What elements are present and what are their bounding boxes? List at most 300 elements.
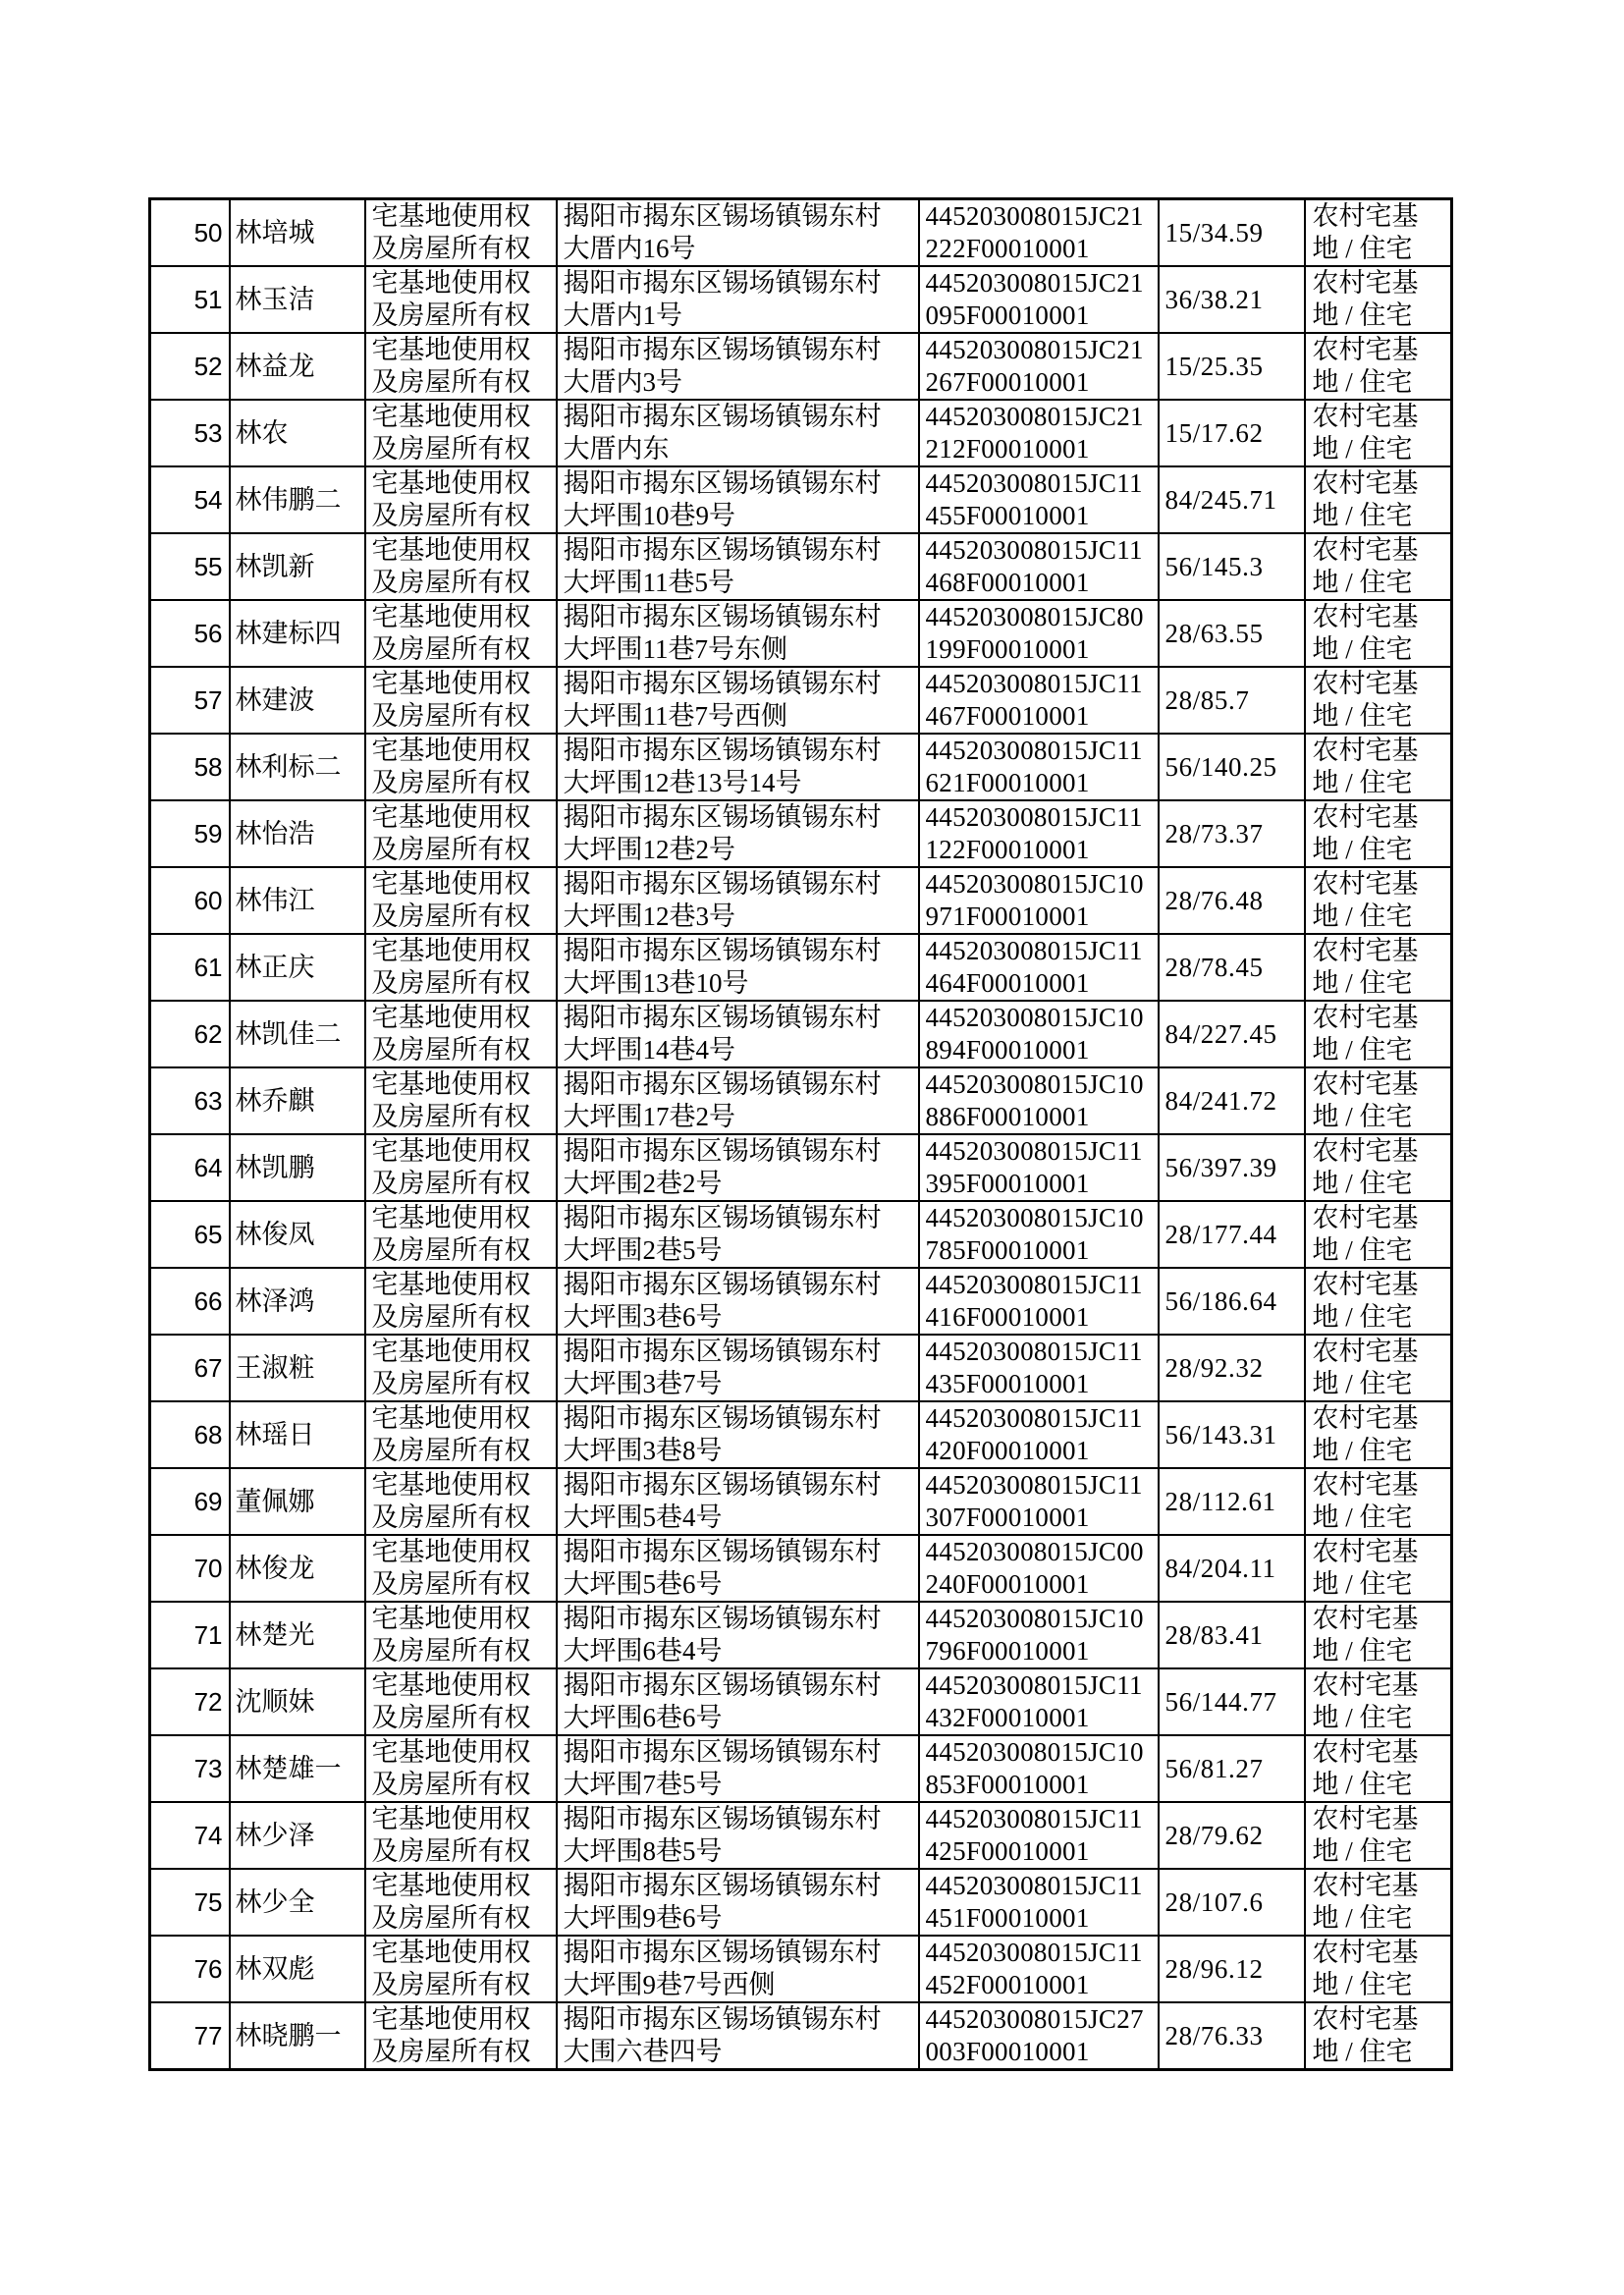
cell-line: 宅基地使用权 [371,1337,531,1366]
cell-line: 宅基地使用权 [371,535,531,565]
address-cell [557,934,919,1001]
cell-line: 大坪围11巷7号西侧 [563,701,787,731]
area-cell: 28/78.45 [1159,934,1305,1001]
cell-line: 及房屋所有权 [371,1102,531,1131]
cell-line: 地 / 住宅 [1312,1770,1413,1799]
row-number-cell: 62 [150,1001,230,1067]
cell-line: 农村宅基 [1312,1203,1419,1232]
cell-line: 地 / 住宅 [1312,1836,1413,1866]
cell-line: 大坪围14巷4号 [563,1035,735,1065]
cell-line: 445203008015JC11 [925,669,1143,698]
usage-cell [1305,1535,1452,1602]
usage-cell [1305,266,1452,333]
cell-line: 地 / 住宅 [1312,902,1413,931]
address-cell [557,1335,919,1401]
usage-cell [1305,667,1452,734]
cell-line: 农村宅基 [1312,802,1419,832]
unit-number-cell [919,1735,1159,1802]
cell-line: 445203008015JC10 [925,1604,1144,1633]
address-cell [557,1001,919,1067]
row-number-cell: 54 [150,466,230,533]
table-row [150,1602,1452,1668]
cell-line: 445203008015JC11 [925,1403,1143,1433]
right-type-cell [365,800,557,867]
row-number-cell: 50 [150,199,230,267]
cell-line: 农村宅基 [1312,1003,1419,1032]
cell-line: 853F00010001 [925,1770,1090,1799]
table-row [150,1802,1452,1869]
address-cell [557,533,919,600]
cell-line: 宅基地使用权 [371,402,531,431]
owner-name-cell: 林益龙 [230,333,365,400]
cell-line: 大坪围2巷2号 [563,1169,723,1198]
address-cell [557,1602,919,1668]
row-number-cell: 69 [150,1468,230,1535]
cell-line: 农村宅基 [1312,1804,1419,1833]
owner-name-cell: 林凯新 [230,533,365,600]
owner-name-cell: 林建标四 [230,600,365,667]
address-cell [557,2002,919,2070]
cell-line: 揭阳市揭东区锡场镇锡东村 [563,335,882,364]
usage-cell [1305,1001,1452,1067]
right-type-cell [365,867,557,934]
cell-line: 宅基地使用权 [371,201,531,231]
right-type-cell [365,1869,557,1936]
cell-line: 地 / 住宅 [1312,1569,1413,1599]
cell-line: 揭阳市揭东区锡场镇锡东村 [563,1470,882,1500]
cell-line: 796F00010001 [925,1636,1090,1666]
cell-line: 及房屋所有权 [371,1302,531,1332]
cell-line: 宅基地使用权 [371,1670,531,1700]
cell-line: 农村宅基 [1312,669,1419,698]
cell-line: 宅基地使用权 [371,1604,531,1633]
address-cell [557,400,919,466]
right-type-cell [365,734,557,800]
cell-line: 宅基地使用权 [371,1804,531,1833]
cell-line: 农村宅基 [1312,1403,1419,1433]
cell-line: 445203008015JC21 [925,402,1144,431]
cell-line: 地 / 住宅 [1312,1302,1413,1332]
owner-name-cell: 林晓鹏一 [230,2002,365,2070]
area-cell: 36/38.21 [1159,266,1305,333]
cell-line: 农村宅基 [1312,535,1419,565]
cell-line: 揭阳市揭东区锡场镇锡东村 [563,802,882,832]
unit-number-cell [919,1535,1159,1602]
cell-line: 212F00010001 [925,434,1090,464]
cell-line: 395F00010001 [925,1169,1090,1198]
usage-cell [1305,1468,1452,1535]
unit-number-cell [919,199,1159,267]
cell-line: 及房屋所有权 [371,367,531,397]
owner-name-cell: 林俊龙 [230,1535,365,1602]
table-row [150,1668,1452,1735]
land-rights-table [148,197,1453,2071]
area-cell: 15/34.59 [1159,199,1305,267]
cell-line: 及房屋所有权 [371,1369,531,1398]
cell-line: 445203008015JC11 [925,1136,1143,1166]
cell-line: 地 / 住宅 [1312,1035,1413,1065]
unit-number-cell [919,533,1159,600]
cell-line: 农村宅基 [1312,1069,1419,1099]
cell-line: 大坪围12巷3号 [563,902,735,931]
cell-line: 445203008015JC21 [925,201,1144,231]
cell-line: 及房屋所有权 [371,1703,531,1732]
area-cell: 56/144.77 [1159,1668,1305,1735]
cell-line: 445203008015JC11 [925,936,1143,965]
cell-line: 宅基地使用权 [371,1069,531,1099]
area-cell: 28/177.44 [1159,1201,1305,1268]
address-cell [557,1668,919,1735]
unit-number-cell [919,1067,1159,1134]
row-number-cell: 75 [150,1869,230,1936]
cell-line: 及房屋所有权 [371,1970,531,1999]
area-cell: 15/17.62 [1159,400,1305,466]
cell-line: 宅基地使用权 [371,602,531,631]
right-type-cell [365,466,557,533]
cell-line: 地 / 住宅 [1312,434,1413,464]
cell-line: 宅基地使用权 [371,669,531,698]
cell-line: 及房屋所有权 [371,835,531,864]
area-cell: 56/145.3 [1159,533,1305,600]
cell-line: 宅基地使用权 [371,802,531,832]
cell-line: 揭阳市揭东区锡场镇锡东村 [563,468,882,498]
cell-line: 464F00010001 [925,968,1090,998]
cell-line: 宅基地使用权 [371,1403,531,1433]
cell-line: 农村宅基 [1312,936,1419,965]
cell-line: 地 / 住宅 [1312,501,1413,530]
row-number-cell: 51 [150,266,230,333]
cell-line: 445203008015JC11 [925,1270,1143,1299]
cell-line: 445203008015JC11 [925,1871,1143,1900]
cell-line: 揭阳市揭东区锡场镇锡东村 [563,1537,882,1566]
right-type-cell [365,667,557,734]
owner-name-cell: 林伟江 [230,867,365,934]
cell-line: 地 / 住宅 [1312,234,1413,263]
table-row [150,934,1452,1001]
right-type-cell [365,1134,557,1201]
owner-name-cell: 林怡浩 [230,800,365,867]
cell-line: 及房屋所有权 [371,234,531,263]
cell-line: 地 / 住宅 [1312,768,1413,797]
cell-line: 宅基地使用权 [371,869,531,899]
table-row [150,2002,1452,2070]
cell-line: 445203008015JC10 [925,1069,1144,1099]
unit-number-cell [919,1335,1159,1401]
unit-number-cell [919,1869,1159,1936]
cell-line: 445203008015JC11 [925,468,1143,498]
unit-number-cell [919,266,1159,333]
cell-line: 大坪围5巷6号 [563,1569,723,1599]
owner-name-cell: 林农 [230,400,365,466]
usage-cell [1305,1802,1452,1869]
right-type-cell [365,1668,557,1735]
row-number-cell: 66 [150,1268,230,1335]
usage-cell [1305,1668,1452,1735]
cell-line: 农村宅基 [1312,268,1419,298]
area-cell: 28/79.62 [1159,1802,1305,1869]
cell-line: 大厝内东 [563,434,670,464]
unit-number-cell [919,667,1159,734]
right-type-cell [365,1735,557,1802]
cell-line: 地 / 住宅 [1312,1903,1413,1933]
right-type-cell [365,1335,557,1401]
right-type-cell [365,533,557,600]
cell-line: 及房屋所有权 [371,1169,531,1198]
cell-line: 地 / 住宅 [1312,1970,1413,1999]
row-number-cell: 55 [150,533,230,600]
address-cell [557,600,919,667]
cell-line: 地 / 住宅 [1312,968,1413,998]
cell-line: 451F00010001 [925,1903,1090,1933]
area-cell: 56/186.64 [1159,1268,1305,1335]
right-type-cell [365,1802,557,1869]
owner-name-cell: 林瑶日 [230,1401,365,1468]
usage-cell [1305,1401,1452,1468]
row-number-cell: 74 [150,1802,230,1869]
address-cell [557,1401,919,1468]
cell-line: 122F00010001 [925,835,1090,864]
usage-cell [1305,533,1452,600]
cell-line: 及房屋所有权 [371,1569,531,1599]
cell-line: 大坪围12巷13号14号 [563,768,802,797]
owner-name-cell: 王淑粧 [230,1335,365,1401]
cell-line: 425F00010001 [925,1836,1090,1866]
cell-line: 及房屋所有权 [371,1903,531,1933]
cell-line: 及房屋所有权 [371,1836,531,1866]
unit-number-cell [919,934,1159,1001]
cell-line: 435F00010001 [925,1369,1090,1398]
usage-cell [1305,1134,1452,1201]
cell-line: 揭阳市揭东区锡场镇锡东村 [563,1203,882,1232]
cell-line: 420F00010001 [925,1436,1090,1465]
cell-line: 445203008015JC11 [925,1670,1143,1700]
address-cell [557,667,919,734]
cell-line: 445203008015JC11 [925,535,1143,565]
area-cell: 56/140.25 [1159,734,1305,800]
address-cell [557,1201,919,1268]
cell-line: 农村宅基 [1312,2004,1419,2034]
area-cell: 84/227.45 [1159,1001,1305,1067]
cell-line: 445203008015JC11 [925,1337,1143,1366]
cell-line: 455F00010001 [925,501,1090,530]
area-cell: 28/76.33 [1159,2002,1305,2070]
cell-line: 农村宅基 [1312,736,1419,765]
row-number-cell: 65 [150,1201,230,1268]
cell-line: 003F00010001 [925,2037,1090,2066]
owner-name-cell: 林少全 [230,1869,365,1936]
unit-number-cell [919,1401,1159,1468]
cell-line: 宅基地使用权 [371,1270,531,1299]
cell-line: 445203008015JC11 [925,802,1143,832]
cell-line: 揭阳市揭东区锡场镇锡东村 [563,1136,882,1166]
table-row [150,600,1452,667]
cell-line: 地 / 住宅 [1312,1169,1413,1198]
right-type-cell [365,2002,557,2070]
cell-line: 宅基地使用权 [371,1938,531,1967]
address-cell [557,1535,919,1602]
cell-line: 揭阳市揭东区锡场镇锡东村 [563,736,882,765]
area-cell: 56/143.31 [1159,1401,1305,1468]
cell-line: 宅基地使用权 [371,1470,531,1500]
table-row [150,1869,1452,1936]
address-cell [557,1936,919,2002]
row-number-cell: 67 [150,1335,230,1401]
cell-line: 农村宅基 [1312,1537,1419,1566]
unit-number-cell [919,600,1159,667]
address-cell [557,800,919,867]
usage-cell [1305,1936,1452,2002]
cell-line: 农村宅基 [1312,1136,1419,1166]
right-type-cell [365,1936,557,2002]
cell-line: 揭阳市揭东区锡场镇锡东村 [563,669,882,698]
unit-number-cell [919,1468,1159,1535]
table-row [150,1936,1452,2002]
cell-line: 886F00010001 [925,1102,1090,1131]
cell-line: 及房屋所有权 [371,1235,531,1265]
owner-name-cell: 林楚雄一 [230,1735,365,1802]
cell-line: 宅基地使用权 [371,468,531,498]
cell-line: 445203008015JC10 [925,1737,1144,1767]
cell-line: 地 / 住宅 [1312,1369,1413,1398]
cell-line: 大坪围8巷5号 [563,1836,723,1866]
right-type-cell [365,600,557,667]
cell-line: 445203008015JC11 [925,1804,1143,1833]
cell-line: 445203008015JC11 [925,1470,1143,1500]
address-cell [557,1735,919,1802]
cell-line: 农村宅基 [1312,201,1419,231]
right-type-cell [365,1201,557,1268]
cell-line: 及房屋所有权 [371,501,531,530]
table-row [150,1067,1452,1134]
usage-cell [1305,1335,1452,1401]
cell-line: 307F00010001 [925,1503,1090,1532]
cell-line: 445203008015JC21 [925,268,1144,298]
address-cell [557,199,919,267]
cell-line: 地 / 住宅 [1312,1102,1413,1131]
cell-line: 445203008015JC11 [925,1938,1143,1967]
row-number-cell: 52 [150,333,230,400]
usage-cell [1305,600,1452,667]
cell-line: 地 / 住宅 [1312,1503,1413,1532]
cell-line: 揭阳市揭东区锡场镇锡东村 [563,1003,882,1032]
cell-line: 199F00010001 [925,634,1090,664]
usage-cell [1305,1268,1452,1335]
address-cell [557,867,919,934]
usage-cell [1305,199,1452,267]
right-type-cell [365,1067,557,1134]
right-type-cell [365,400,557,466]
cell-line: 大厝内3号 [563,367,682,397]
right-type-cell [365,1602,557,1668]
owner-name-cell: 林乔麒 [230,1067,365,1134]
cell-line: 及房屋所有权 [371,968,531,998]
row-number-cell: 57 [150,667,230,734]
table-row [150,800,1452,867]
unit-number-cell [919,1001,1159,1067]
cell-line: 地 / 住宅 [1312,1703,1413,1732]
table-row [150,1335,1452,1401]
area-cell: 28/63.55 [1159,600,1305,667]
area-cell: 84/204.11 [1159,1535,1305,1602]
cell-line: 240F00010001 [925,1569,1090,1599]
area-cell: 15/25.35 [1159,333,1305,400]
cell-line: 785F00010001 [925,1235,1090,1265]
cell-line: 地 / 住宅 [1312,568,1413,597]
cell-line: 农村宅基 [1312,1938,1419,1967]
owner-name-cell: 林建波 [230,667,365,734]
table-row [150,266,1452,333]
cell-line: 大坪围17巷2号 [563,1102,735,1131]
address-cell [557,1468,919,1535]
table-body [150,199,1452,2070]
row-number-cell: 64 [150,1134,230,1201]
cell-line: 宅基地使用权 [371,1136,531,1166]
unit-number-cell [919,1134,1159,1201]
unit-number-cell [919,466,1159,533]
cell-line: 农村宅基 [1312,602,1419,631]
cell-line: 445203008015JC10 [925,1003,1144,1032]
cell-line: 445203008015JC80 [925,602,1144,631]
address-cell [557,466,919,533]
usage-cell [1305,1067,1452,1134]
area-cell: 28/73.37 [1159,800,1305,867]
usage-cell [1305,466,1452,533]
table-row [150,1134,1452,1201]
table-row [150,1268,1452,1335]
area-cell: 84/245.71 [1159,466,1305,533]
usage-cell [1305,734,1452,800]
unit-number-cell [919,734,1159,800]
cell-line: 农村宅基 [1312,1670,1419,1700]
cell-line: 宅基地使用权 [371,2004,531,2034]
cell-line: 地 / 住宅 [1312,301,1413,330]
right-type-cell [365,934,557,1001]
cell-line: 445203008015JC21 [925,335,1144,364]
cell-line: 揭阳市揭东区锡场镇锡东村 [563,1670,882,1700]
cell-line: 及房屋所有权 [371,768,531,797]
address-cell [557,266,919,333]
cell-line: 大坪围6巷4号 [563,1636,723,1666]
row-number-cell: 56 [150,600,230,667]
cell-line: 及房屋所有权 [371,1503,531,1532]
cell-line: 宅基地使用权 [371,1203,531,1232]
address-cell [557,1134,919,1201]
cell-line: 及房屋所有权 [371,701,531,731]
cell-line: 农村宅基 [1312,1604,1419,1633]
usage-cell [1305,400,1452,466]
cell-line: 445203008015JC10 [925,869,1144,899]
usage-cell [1305,2002,1452,2070]
cell-line: 大坪围7巷5号 [563,1770,723,1799]
cell-line: 揭阳市揭东区锡场镇锡东村 [563,1337,882,1366]
cell-line: 大围六巷四号 [563,2037,723,2066]
table-row [150,1201,1452,1268]
table-row [150,400,1452,466]
cell-line: 468F00010001 [925,568,1090,597]
cell-line: 大坪围9巷6号 [563,1903,723,1933]
right-type-cell [365,199,557,267]
cell-line: 宅基地使用权 [371,1871,531,1900]
address-cell [557,734,919,800]
unit-number-cell [919,400,1159,466]
unit-number-cell [919,1936,1159,2002]
owner-name-cell: 林俊凤 [230,1201,365,1268]
owner-name-cell: 林培城 [230,199,365,267]
row-number-cell: 61 [150,934,230,1001]
row-number-cell: 58 [150,734,230,800]
cell-line: 宅基地使用权 [371,1737,531,1767]
cell-line: 445203008015JC00 [925,1537,1144,1566]
